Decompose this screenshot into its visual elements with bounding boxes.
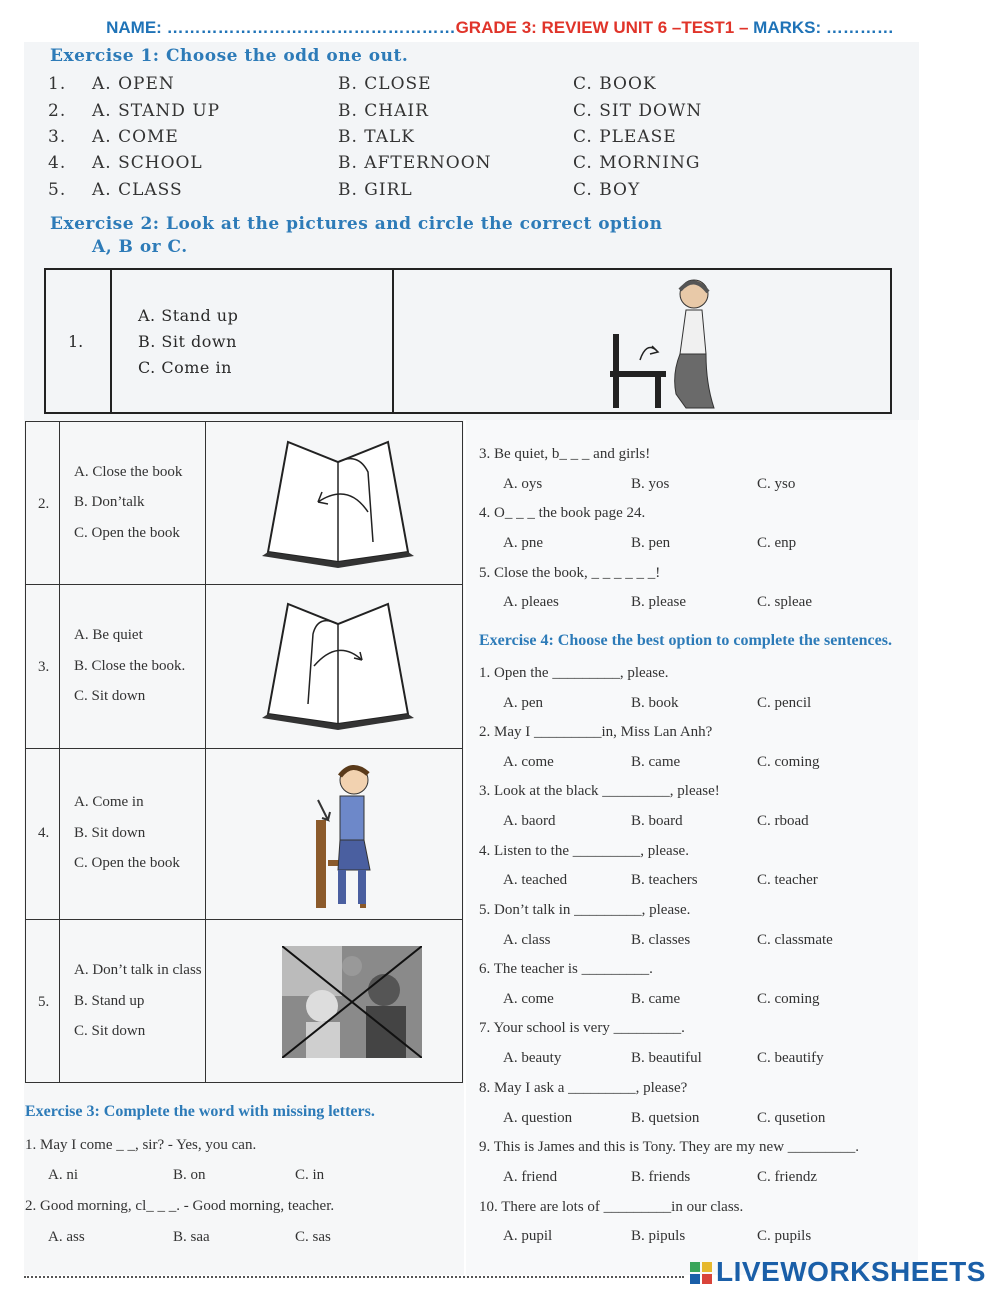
ex4-option-c[interactable]: C. beautify bbox=[757, 1050, 824, 1066]
ex4-option-b[interactable]: B. book bbox=[631, 695, 679, 711]
ex3-question: 2. Good morning, cl_ _ _. - Good morning, teacher. bbox=[25, 1198, 335, 1214]
ex1-option-c[interactable]: C. SIT DOWN bbox=[573, 101, 703, 121]
ex2-question-1-table bbox=[44, 268, 892, 414]
marks-label: MARKS: ………… bbox=[753, 18, 894, 37]
ex4-option-b[interactable]: B. came bbox=[631, 754, 681, 770]
ex2-item-number: 2. bbox=[38, 496, 50, 512]
ex4-option-a[interactable]: A. friend bbox=[503, 1169, 558, 1185]
ex1-option-c[interactable]: C. PLEASE bbox=[573, 127, 677, 147]
ex4-option-a[interactable]: A. question bbox=[503, 1110, 573, 1126]
ex4-option-c[interactable]: C. teacher bbox=[757, 872, 818, 888]
ex2-option-a[interactable]: A. Close the book bbox=[74, 464, 183, 480]
ex2-option-b[interactable]: B. Stand up bbox=[74, 993, 145, 1009]
ex1-option-a[interactable]: A. OPEN bbox=[92, 74, 175, 94]
ex3-option-c[interactable]: C. enp bbox=[757, 535, 797, 551]
ex3-question: 4. O_ _ _ the book page 24. bbox=[479, 505, 646, 521]
ex3-question: 3. Be quiet, b_ _ _ and girls! bbox=[479, 446, 651, 462]
ex2-option-a[interactable]: A. Don’t talk in class bbox=[74, 962, 202, 978]
ex2-item-number: 3. bbox=[38, 659, 50, 675]
ex4-option-a[interactable]: A. come bbox=[503, 754, 554, 770]
sit-down-picture bbox=[606, 274, 736, 412]
ex3-option-c[interactable]: C. sas bbox=[295, 1229, 331, 1245]
ex4-question: 9. This is James and this is Tony. They are my new _________. bbox=[479, 1139, 860, 1155]
ex4-question: 3. Look at the black _________, please! bbox=[479, 783, 720, 799]
ex1-number: 1. bbox=[48, 74, 67, 94]
ex4-option-c[interactable]: C. coming bbox=[757, 991, 820, 1007]
ex1-option-b[interactable]: B. CHAIR bbox=[338, 101, 429, 121]
ex2-q1-number-cell bbox=[46, 270, 112, 412]
ex2-q1-option-a[interactable]: A. Stand up bbox=[138, 306, 239, 325]
ex1-row bbox=[48, 101, 908, 127]
ex4-question: 7. Your school is very _________. bbox=[479, 1020, 685, 1036]
ex1-option-a[interactable]: A. COME bbox=[92, 127, 179, 147]
grid-divider bbox=[26, 584, 462, 585]
ex4-option-a[interactable]: A. come bbox=[503, 991, 554, 1007]
liveworksheets-logo bbox=[690, 1256, 986, 1288]
name-label: NAME: …………………………………………… bbox=[106, 18, 456, 37]
ex1-row bbox=[48, 153, 908, 179]
ex1-option-b[interactable]: B. AFTERNOON bbox=[338, 153, 492, 173]
ex2-option-c[interactable]: C. Open the book bbox=[74, 855, 180, 871]
ex1-number: 4. bbox=[48, 153, 67, 173]
ex3-question: 5. Close the book, _ _ _ _ _ _! bbox=[479, 565, 661, 581]
ex1-number: 2. bbox=[48, 101, 67, 121]
ex4-question: 5. Don’t talk in _________, please. bbox=[479, 902, 691, 918]
ex3-option-a[interactable]: A. ass bbox=[48, 1229, 85, 1245]
close-book-picture bbox=[258, 594, 418, 734]
ex2-option-b[interactable]: B. Don’talk bbox=[74, 494, 145, 510]
ex4-option-b[interactable]: B. pipuls bbox=[631, 1228, 686, 1244]
ex2-q1-option-c[interactable]: C. Come in bbox=[138, 358, 232, 377]
ex4-option-c[interactable]: C. coming bbox=[757, 754, 820, 770]
ex1-row bbox=[48, 180, 908, 206]
ex3-option-b[interactable]: B. saa bbox=[173, 1229, 210, 1245]
boy-sitting-picture bbox=[298, 760, 398, 910]
logo-text: LIVEWORKSHEETS bbox=[716, 1256, 986, 1287]
ex4-option-b[interactable]: B. came bbox=[631, 991, 681, 1007]
ex3-option-c[interactable]: C. yso bbox=[757, 476, 796, 492]
ex1-option-b[interactable]: B. TALK bbox=[338, 127, 415, 147]
ex1-option-b[interactable]: B. CLOSE bbox=[338, 74, 432, 94]
ex4-question: 8. May I ask a _________, please? bbox=[479, 1080, 688, 1096]
ex4-option-a[interactable]: A. class bbox=[503, 932, 551, 948]
grid-divider bbox=[205, 422, 206, 1082]
ex1-option-c[interactable]: C. BOY bbox=[573, 180, 641, 200]
ex4-option-b[interactable]: B. beautiful bbox=[631, 1050, 702, 1066]
ex2-q1-options-cell bbox=[110, 270, 394, 412]
ex1-option-a[interactable]: A. STAND UP bbox=[92, 101, 221, 121]
ex4-option-c[interactable]: C. pupils bbox=[757, 1228, 812, 1244]
ex4-option-c[interactable]: C. rboad bbox=[757, 813, 809, 829]
ex2-item-number: 4. bbox=[38, 825, 50, 841]
ex3-option-c[interactable]: C. spleae bbox=[757, 594, 812, 610]
ex4-question: 4. Listen to the _________, please. bbox=[479, 843, 689, 859]
ex3-option-a[interactable]: A. pne bbox=[503, 535, 543, 551]
ex2-item-number: 5. bbox=[38, 994, 50, 1010]
ex4-option-a[interactable]: A. pen bbox=[503, 695, 543, 711]
grid-divider bbox=[26, 919, 462, 920]
ex4-option-a[interactable]: A. teached bbox=[503, 872, 568, 888]
worksheet-header bbox=[0, 18, 1000, 38]
exercise1-title: Exercise 1: Choose the odd one out. bbox=[50, 46, 409, 66]
ex4-option-c[interactable]: C. qusetion bbox=[757, 1110, 826, 1126]
ex4-option-a[interactable]: A. baord bbox=[503, 813, 556, 829]
ex2-option-a[interactable]: A. Come in bbox=[74, 794, 144, 810]
class-photo-picture bbox=[282, 946, 422, 1058]
exercise2-title-line2: A, B or C. bbox=[92, 237, 188, 257]
ex2-option-b[interactable]: B. Close the book. bbox=[74, 658, 186, 674]
ex4-option-b[interactable]: B. teachers bbox=[631, 872, 698, 888]
ex3-option-a[interactable]: A. ni bbox=[48, 1167, 78, 1183]
ex2-q1-number: 1. bbox=[68, 332, 84, 351]
ex3-option-c[interactable]: C. in bbox=[295, 1167, 325, 1183]
exercise2-title: Exercise 2: Look at the pictures and circle the correct option bbox=[50, 214, 663, 234]
ex1-option-c[interactable]: C. BOOK bbox=[573, 74, 657, 94]
ex3-question: 1. May I come _ _, sir? - Yes, you can. bbox=[25, 1137, 257, 1153]
ex4-question: 1. Open the _________, please. bbox=[479, 665, 669, 681]
grid-divider bbox=[26, 748, 462, 749]
ex4-option-b[interactable]: B. board bbox=[631, 813, 683, 829]
ex4-question: 10. There are lots of _________in our class. bbox=[479, 1199, 744, 1215]
ex4-question: 6. The teacher is _________. bbox=[479, 961, 653, 977]
ex4-option-a[interactable]: A. beauty bbox=[503, 1050, 562, 1066]
open-book-picture bbox=[258, 432, 418, 572]
ex1-row bbox=[48, 127, 908, 153]
ex4-option-c[interactable]: C. friendz bbox=[757, 1169, 817, 1185]
ex3-option-b[interactable]: B. pen bbox=[631, 535, 671, 551]
ex1-row bbox=[48, 74, 908, 100]
ex2-picture-grid bbox=[25, 421, 463, 1083]
ex3-option-b[interactable]: B. on bbox=[173, 1167, 206, 1183]
ex4-question: 2. May I _________in, Miss Lan Anh? bbox=[479, 724, 713, 740]
ex2-option-c[interactable]: C. Sit down bbox=[74, 688, 146, 704]
ex3-option-a[interactable]: A. oys bbox=[503, 476, 543, 492]
ex2-option-c[interactable]: C. Sit down bbox=[74, 1023, 146, 1039]
footer-dotted-line bbox=[24, 1276, 684, 1278]
exercise4-title: Exercise 4: Choose the best option to complete the sentences. bbox=[479, 632, 892, 649]
ex3-option-b[interactable]: B. please bbox=[631, 594, 686, 610]
ex2-option-c[interactable]: C. Open the book bbox=[74, 525, 180, 541]
ex2-q1-option-b[interactable]: B. Sit down bbox=[138, 332, 237, 351]
ex4-option-c[interactable]: C. classmate bbox=[757, 932, 833, 948]
ex1-option-a[interactable]: A. CLASS bbox=[92, 180, 183, 200]
grid-divider bbox=[59, 422, 60, 1082]
ex1-option-a[interactable]: A. SCHOOL bbox=[92, 153, 203, 173]
ex4-option-c[interactable]: C. pencil bbox=[757, 695, 812, 711]
ex4-option-b[interactable]: B. quetsion bbox=[631, 1110, 700, 1126]
ex2-option-b[interactable]: B. Sit down bbox=[74, 825, 146, 841]
ex3-option-b[interactable]: B. yos bbox=[631, 476, 670, 492]
ex1-number: 5. bbox=[48, 180, 67, 200]
ex4-option-a[interactable]: A. pupil bbox=[503, 1228, 553, 1244]
ex3-option-a[interactable]: A. pleaes bbox=[503, 594, 559, 610]
ex1-option-b[interactable]: B. GIRL bbox=[338, 180, 413, 200]
ex4-option-b[interactable]: B. classes bbox=[631, 932, 691, 948]
worksheet-title: GRADE 3: REVIEW UNIT 6 –TEST1 – bbox=[455, 18, 749, 37]
exercise3-title: Exercise 3: Complete the word with missing letters. bbox=[25, 1103, 375, 1120]
ex4-option-b[interactable]: B. friends bbox=[631, 1169, 691, 1185]
ex2-option-a[interactable]: A. Be quiet bbox=[74, 627, 143, 643]
ex1-option-c[interactable]: C. MORNING bbox=[573, 153, 701, 173]
ex1-number: 3. bbox=[48, 127, 67, 147]
logo-icon bbox=[690, 1262, 712, 1284]
